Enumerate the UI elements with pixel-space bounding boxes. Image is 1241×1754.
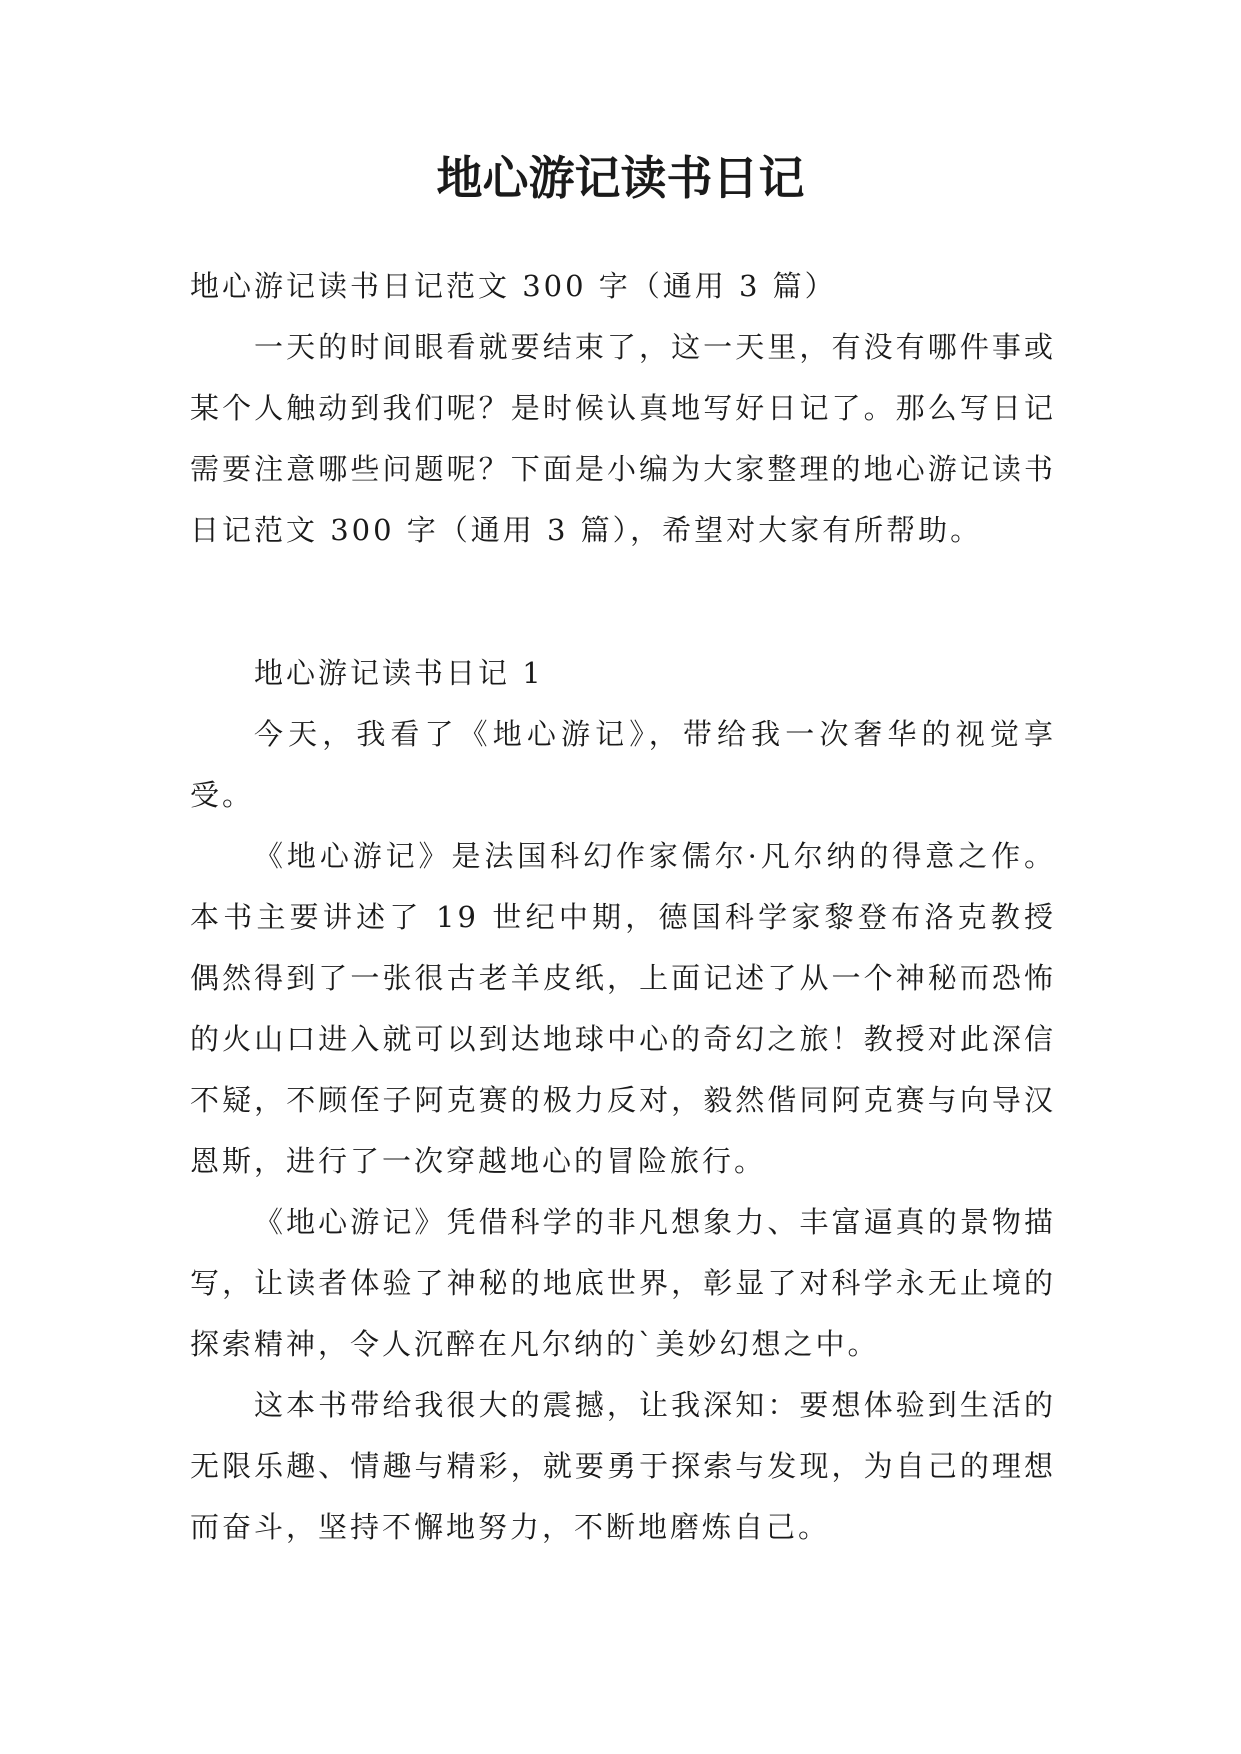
document-subtitle: 地心游记读书日记范文 300 字（通用 3 篇） xyxy=(190,269,837,303)
intro-paragraph: 一天的时间眼看就要结束了，这一天里，有没有哪件事或某个人触动到我们呢？是时候认真地写好日记了。那么写日记需要注意哪些问题呢？下面是小编为大家整理的地心游记读书日记范文 300 字（通用 3 篇），希望对大家有所帮助。 xyxy=(190,330,1056,547)
document-body xyxy=(190,256,1056,1558)
section-heading: 地心游记读书日记 1 xyxy=(254,656,544,690)
page-title: 地心游记读书日记 xyxy=(436,151,805,205)
body-paragraph-1: 今天，我看了《地心游记》，带给我一次奢华的视觉享受。 xyxy=(190,717,1056,812)
body-paragraph-2: 《地心游记》是法国科幻作家儒尔·凡尔纳的得意之作。本书主要讲述了 19 世纪中期，德国科学家黎登布洛克教授偶然得到了一张很古老羊皮纸，上面记述了从一个神秘而恐怖的火山口进入就可以到达地球中心的奇幻之旅！教授对此深信不疑，不顾侄子阿克赛的极力反对，毅然偕同阿克赛与向导汉恩斯，进行了一次穿越地心的冒险旅行。 xyxy=(190,839,1056,1178)
section-spacer xyxy=(190,561,1056,643)
body-paragraph-3: 《地心游记》凭借科学的非凡想象力、丰富逼真的景物描写，让读者体验了神秘的地底世界，彰显了对科学永无止境的探索精神，令人沉醉在凡尔纳的`美妙幻想之中。 xyxy=(190,1205,1056,1361)
body-paragraph-4: 这本书带给我很大的震撼，让我深知：要想体验到生活的无限乐趣、情趣与精彩，就要勇于探索与发现，为自己的理想而奋斗，坚持不懈地努力，不断地磨炼自己。 xyxy=(190,1388,1056,1544)
